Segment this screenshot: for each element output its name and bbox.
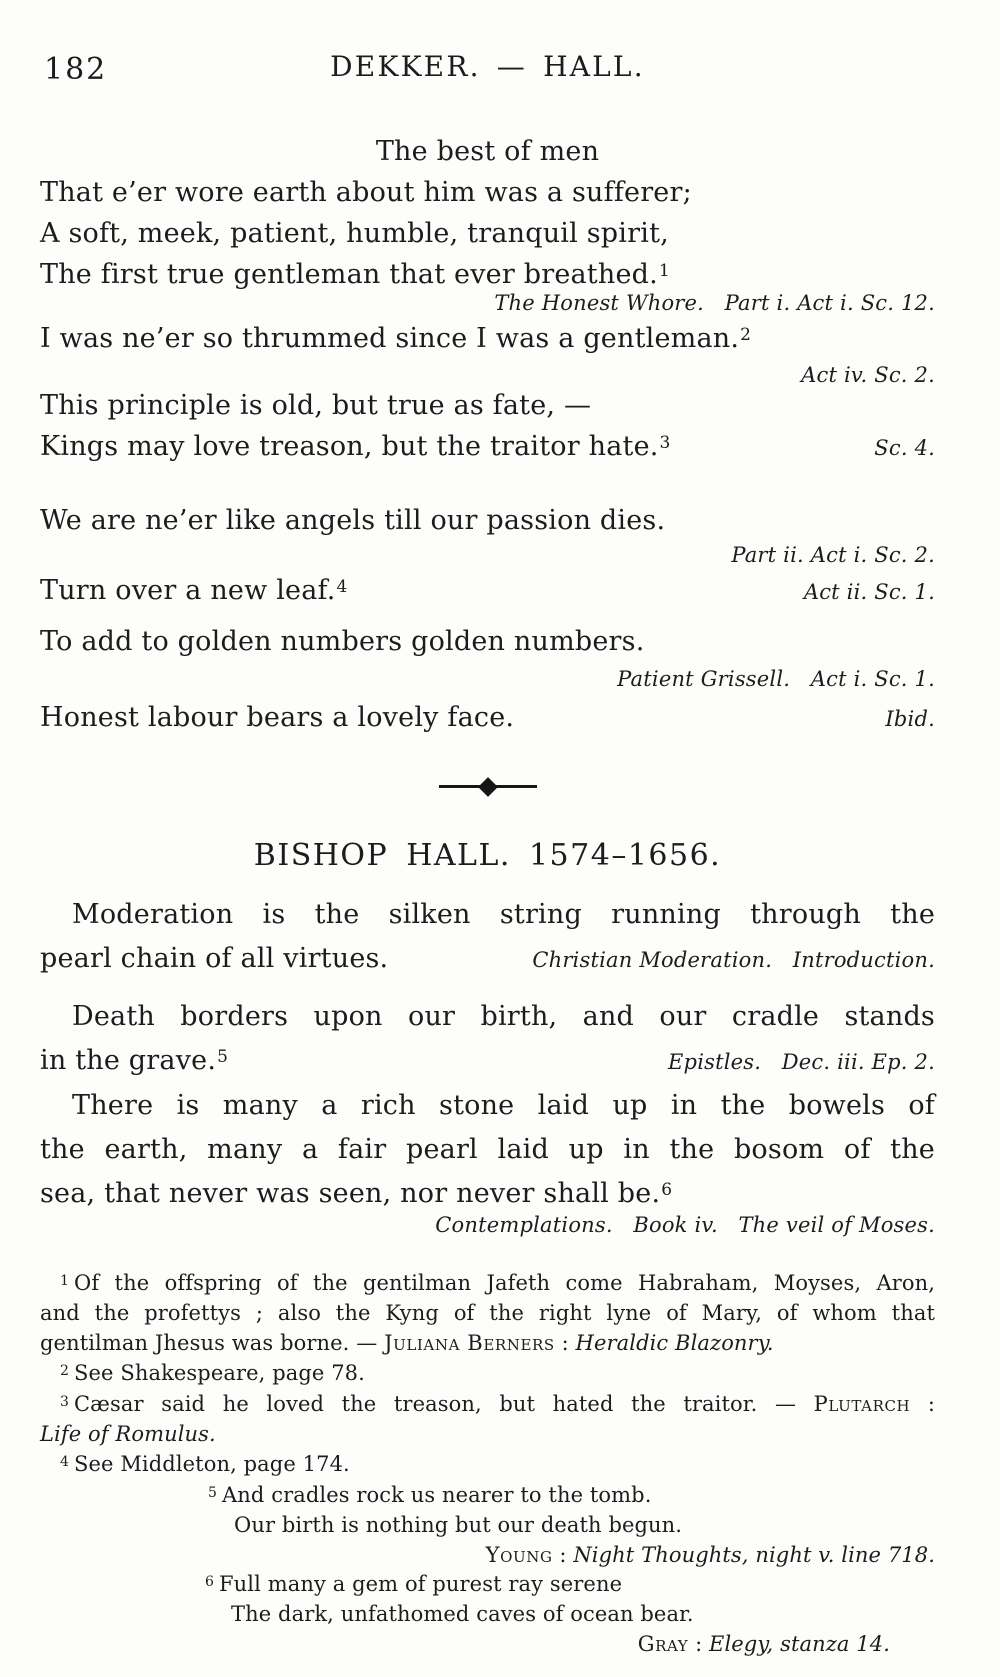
hall-quote-2 [40,995,935,1084]
footnote-attribution [205,1629,890,1659]
quote-line [40,570,935,613]
footnote-separator: : [688,1632,710,1656]
quote-text-run: Kings may love treason, but the traitor hate. [40,431,659,462]
footnote-2 [40,1358,935,1388]
footnote-work: Life of Romulus. [40,1422,216,1446]
footnote-work: Night Thoughts, night v. line 718. [573,1543,935,1567]
footnote-number: 1 [60,1273,70,1289]
footnote-separator: : [552,1543,574,1567]
quote-text: sea, that never was seen, nor never shall be. [40,1178,661,1209]
quote-line [40,500,935,541]
footnote-ref: 6 [661,1180,673,1200]
source-citation: The Honest Whore. Part i. Act i. Sc. 12. [494,291,935,315]
dekker-quote-5 [40,570,935,613]
dekker-quote-1 [40,131,935,295]
quote-line [40,426,935,469]
footnote-separator: : [910,1392,935,1416]
footnote-line [40,1298,935,1328]
quote-line [40,697,935,740]
footnote-separator: : [554,1331,576,1355]
source-citation: Part ii. Act i. Sc. 2. [731,543,935,567]
section-divider [40,781,935,795]
footnote-line [205,1569,890,1599]
footnote-author: Plutarch [813,1392,911,1416]
footnote-number: 3 [60,1394,70,1410]
footnote-line [40,1449,935,1479]
footnote-ref: 1 [658,261,670,281]
footnote-line [208,1480,935,1510]
source-citation: Epistles. Dec. iii. Ep. 2. [668,1050,935,1074]
quote-text: pearl chain of all virtues. [40,943,389,974]
footnote-line [231,1599,890,1629]
quote-line [40,385,935,426]
footnote-5 [208,1480,935,1570]
page-number: 182 [44,52,108,87]
footnote-number: 4 [60,1454,70,1470]
running-head: DEKKER. — HALL. [330,50,645,83]
hall-quote-1 [40,893,935,982]
hall-quote-3 [40,1084,935,1216]
dekker-quote-7 [40,697,935,740]
dekker-quote-6 [40,621,935,662]
quote-line [40,318,935,359]
quote-text [40,570,348,611]
footnote-line [40,1419,935,1449]
section-heading: BISHOP HALL. 1574–1656. [253,838,722,873]
dekker-quote-3 [40,385,935,469]
footnote-line [40,1389,935,1419]
quote-text [40,426,671,467]
quote-line [40,1128,935,1172]
quote-line [40,1039,935,1084]
footnote-author: Young [485,1543,553,1567]
citation-line [40,540,935,572]
footnote-work: Heraldic Blazonry. [575,1331,774,1355]
footnote-6 [205,1569,890,1659]
quote-text [40,1039,228,1083]
source-citation: Sc. 4. [874,436,935,460]
quote-line [40,893,935,937]
divider-rule [439,785,537,788]
source-citation: Patient Grissell. Act i. Sc. 1. [617,667,935,691]
footnote-text: See Shakespeare, page 78. [74,1361,365,1385]
quote-text: There is many a rich stone laid up in the bowels of [72,1090,935,1121]
footnote-number: 6 [205,1574,215,1590]
footnote-4 [40,1449,935,1479]
footnote-ref: 3 [659,433,671,453]
quote-text: The first true gentleman that ever breathed. [40,259,658,290]
footnote-number: 5 [208,1485,218,1501]
footnote-text: The dark, unfathomed caves of ocean bear. [231,1602,694,1626]
source-citation: Act ii. Sc. 1. [803,580,935,604]
footnote-text: Our birth is nothing but our death begun. [234,1513,683,1537]
quote-text: Honest labour bears a lovely face. [40,702,515,733]
footnote-text: and the profettys ; also the Kyng of the right lyne of Mary, of whom that [40,1301,935,1325]
footnote-attribution [208,1540,935,1570]
footnote-line [40,1328,935,1358]
quote-line [40,995,935,1039]
quote-line [40,172,935,213]
quote-line [40,937,935,982]
footnote-line [40,1268,935,1298]
footnote-work: Elegy, stanza 14. [709,1632,890,1656]
footnote-author: Juliana Berners [384,1331,555,1355]
footnote-text: Of the offspring of the gentilman Jafeth come Habraham, Moyses, Aron, [74,1271,935,1295]
citation-line [40,664,935,696]
footnote-line [234,1510,935,1540]
quote-text: Moderation is the silken string running through the [72,899,935,930]
footnote-number: 2 [60,1363,70,1379]
footnote-1 [40,1268,935,1358]
source-citation: Christian Moderation. Introduction. [532,948,935,972]
footnote-line [40,1358,935,1388]
quote-text: The best of men [375,136,600,167]
quote-line [40,621,935,662]
quote-text: To add to golden numbers golden numbers. [40,626,645,657]
citation-line [40,288,935,320]
footnote-author: Gray [637,1632,689,1656]
quote-line [40,213,935,254]
footnote-text: Cæsar said he loved the treason, but hated the traitor. — [74,1392,814,1416]
quote-line [40,1084,935,1128]
footnote-ref: 5 [217,1047,229,1067]
quote-text: Death borders upon our birth, and our cradle stands [72,1001,935,1032]
footnote-3 [40,1389,935,1449]
quote-line [40,131,935,172]
source-citation: Contemplations. Book iv. The veil of Moses. [435,1213,935,1237]
quote-text: This principle is old, but true as fate, — [40,390,592,421]
footnote-text: And cradles rock us nearer to the tomb. [222,1483,652,1507]
footnote-text: gentilman Jhesus was borne. — [40,1331,385,1355]
dekker-quote-4 [40,500,935,541]
footnote-text: Full many a gem of purest ray serene [219,1572,623,1596]
source-citation: Ibid. [885,707,935,731]
diamond-ornament-icon [478,777,498,797]
quote-text: the earth, many a fair pearl laid up in the bosom of the [40,1134,935,1165]
source-citation: Act iv. Sc. 2. [801,363,935,387]
citation-line [40,1210,935,1242]
quote-text: I was ne’er so thrummed since I was a gentleman. [40,323,740,354]
footnote-ref: 2 [740,325,752,345]
quote-text-run: in the grave. [40,1045,217,1076]
dekker-quote-2 [40,318,935,359]
footnote-text: See Middleton, page 174. [74,1452,350,1476]
footnote-ref: 4 [336,577,348,597]
quote-text-run: Turn over a new leaf. [40,575,336,606]
page-header [40,50,935,88]
quote-text: A soft, meek, patient, humble, tranquil spirit, [40,218,669,249]
quote-text: We are ne’er like angels till our passion dies. [40,505,666,536]
quote-text: That e’er wore earth about him was a sufferer; [40,177,692,208]
